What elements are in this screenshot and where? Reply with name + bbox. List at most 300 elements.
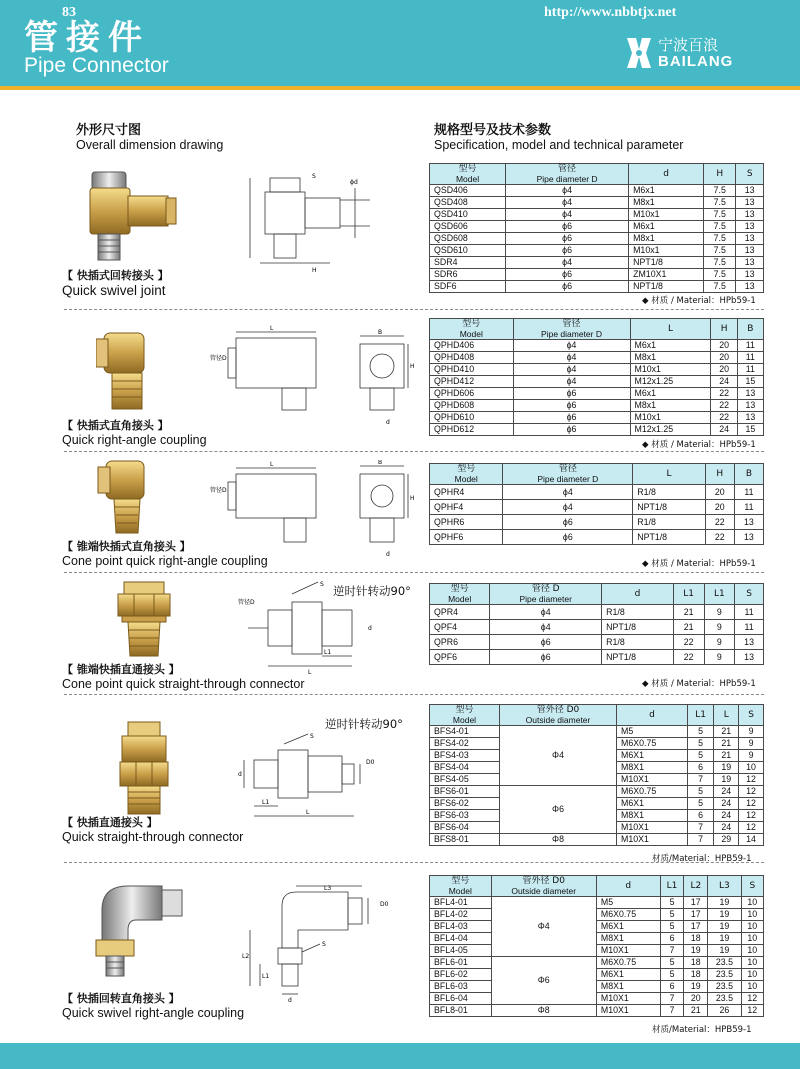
column-header-label: S (746, 169, 753, 179)
table-cell: ϕ6 (506, 233, 629, 245)
column-header (503, 464, 633, 485)
section-6-caption-cn: 【 快插回转直角接头 】 (62, 992, 180, 1005)
section-1-caption (62, 267, 169, 298)
table-cell: 5 (660, 897, 684, 909)
column-header-label: L1 (713, 589, 725, 599)
table-cell: 9 (739, 750, 764, 762)
table-row (430, 921, 764, 933)
table-cell: BFS4-03 (430, 750, 500, 762)
section-4-rotation-note: 逆时针转动90° (333, 584, 411, 598)
table-cell: 11 (734, 500, 763, 515)
table-cell: 10 (741, 981, 763, 993)
section-3-caption-cn: 【 锥端快插式直角接头 】 (62, 540, 191, 553)
column-header-label: L (723, 710, 729, 720)
right-heading-cn: 规格型号及技术参数 (434, 123, 552, 138)
column-header-label: S (748, 710, 754, 720)
table-cell: 20 (711, 364, 737, 376)
table-cell: 5 (660, 921, 684, 933)
table-cell: ϕ4 (513, 376, 630, 388)
column-header (737, 319, 763, 340)
column-header (430, 464, 503, 485)
table-cell: BFS4-02 (430, 738, 500, 750)
table-cell: M8X1 (596, 933, 660, 945)
section-2-caption-cn: 【 快插式直角接头 】 (62, 419, 169, 432)
table-cell: M10X1 (617, 774, 688, 786)
table-row (430, 786, 764, 798)
column-header-label: H (716, 469, 724, 479)
column-header-sublabel: Outside diameter (511, 886, 577, 896)
table-cell: BFL6-02 (430, 969, 492, 981)
table-row (430, 993, 764, 1005)
column-header-sublabel: Model (455, 174, 480, 184)
section-5-dimension-drawing (236, 730, 396, 820)
table-cell: QPF4 (430, 620, 490, 635)
table-cell: M6X0.75 (596, 957, 660, 969)
table-cell: ϕ6 (506, 221, 629, 233)
table-row (430, 981, 764, 993)
table-row (430, 1005, 764, 1017)
table-cell: 13 (736, 221, 764, 233)
table-cell: 7.5 (704, 281, 736, 293)
column-header (430, 164, 506, 185)
quick-swivel-joint-photo (84, 170, 184, 266)
drawing-label-h: H (410, 495, 415, 502)
table-cell: 9 (704, 635, 735, 650)
column-header-label: 管径 (558, 164, 577, 174)
table-cell: 15 (737, 424, 763, 436)
table-row (430, 834, 764, 846)
column-header-label: 管外径 D0 (522, 876, 565, 886)
table-cell: 20 (684, 993, 708, 1005)
table-cell: BFL4-02 (430, 909, 492, 921)
table-cell: 7 (660, 945, 684, 957)
column-header (687, 705, 713, 726)
drawing-label-l1: L1 (262, 799, 270, 806)
column-header-label: d (649, 710, 655, 720)
table-cell: 10 (741, 933, 763, 945)
column-header-label: 管径 (562, 319, 581, 329)
column-header-label: L (666, 469, 672, 479)
table-cell: 13 (737, 388, 763, 400)
section-5-caption-en: Quick straight-through connector (62, 830, 244, 844)
drawing-label-l: L (270, 325, 274, 332)
quick-straight-through-connector-photo (116, 720, 172, 816)
table-cell: BFS4-04 (430, 762, 500, 774)
drawing-label-d: d (288, 997, 292, 1003)
table-cell: 7 (687, 834, 713, 846)
brand-name-cn: 宁波百浪 (658, 36, 719, 54)
table-cell: 24 (714, 822, 739, 834)
table-cell: BFS6-04 (430, 822, 500, 834)
table-cell: QPHF4 (430, 500, 503, 515)
table-cell: BFS6-02 (430, 798, 500, 810)
table-cell: 24 (711, 424, 737, 436)
column-header (684, 876, 708, 897)
table-cell: 7 (660, 1005, 684, 1017)
table-cell: 19 (714, 774, 739, 786)
table-cell: QPHD412 (430, 376, 514, 388)
column-header (660, 876, 684, 897)
table-cell: M6x1 (630, 388, 711, 400)
section-3-material: ◆ 材质 / Material：HPb59-1 (642, 559, 756, 569)
table-cell: 12 (741, 993, 763, 1005)
table-row (430, 388, 764, 400)
bailang-logo-icon (624, 34, 654, 72)
section-2-caption (62, 417, 207, 447)
column-header-label: 管径 D (531, 584, 560, 594)
quick-right-angle-coupling-photo (96, 325, 176, 415)
column-header-sublabel: Model (454, 474, 478, 484)
table-cell: 12 (741, 1005, 763, 1017)
column-header (506, 164, 629, 185)
column-header-sublabel: Pipe diameter D (541, 329, 602, 339)
spec-table-cone-right-angle-coupling (429, 463, 764, 545)
table-cell: M12x1.25 (630, 424, 711, 436)
table-row (430, 605, 764, 620)
table-cell: 13 (736, 245, 764, 257)
section-3-caption-en: Cone point quick right-angle coupling (62, 554, 268, 568)
table-cell: M10x1 (629, 245, 704, 257)
table-row (430, 185, 764, 197)
cone-straight-through-connector-photo (114, 580, 174, 660)
section-4-dimension-drawing (228, 580, 408, 675)
table-cell: NPT1/8 (633, 530, 705, 545)
table-cell: 24 (714, 798, 739, 810)
quick-swivel-right-angle-coupling-photo (92, 880, 188, 980)
table-cell: 22 (673, 635, 704, 650)
drawing-label-s: S (310, 733, 314, 740)
table-row (430, 376, 764, 388)
table-cell: 9 (704, 605, 735, 620)
table-cell: 23.5 (708, 969, 741, 981)
column-header (705, 464, 734, 485)
column-header-label: L1 (695, 710, 706, 720)
table-cell: M10x1 (630, 412, 711, 424)
table-cell: ϕ4 (506, 185, 629, 197)
column-header (714, 705, 739, 726)
table-cell: 13 (736, 185, 764, 197)
table-cell: QPHR4 (430, 485, 503, 500)
table-cell: 17 (684, 921, 708, 933)
table-cell: M6X1 (596, 969, 660, 981)
table-cell: 6 (687, 810, 713, 822)
table-cell: QSD406 (430, 185, 506, 197)
table-row (430, 400, 764, 412)
column-header-label: L1 (683, 589, 695, 599)
table-cell: 6 (660, 933, 684, 945)
section-6-caption (62, 990, 244, 1020)
section-4-material: ◆ 材质 / Material：HPb59-1 (642, 679, 756, 689)
column-header-label: L (667, 324, 673, 334)
column-header (430, 584, 490, 605)
table-cell: 21 (684, 1005, 708, 1017)
table-cell: NPT1/8 (602, 620, 674, 635)
header-accent-strip (0, 86, 800, 90)
table-cell: M6X0.75 (617, 738, 688, 750)
table-cell: 11 (737, 364, 763, 376)
table-row (430, 424, 764, 436)
column-header (430, 705, 500, 726)
table-cell: 20 (711, 352, 737, 364)
drawing-label-l1: L1 (262, 973, 270, 980)
table-cell: 10 (741, 957, 763, 969)
table-cell: 9 (704, 620, 735, 635)
table-cell: 26 (708, 1005, 741, 1017)
table-cell: M10X1 (596, 945, 660, 957)
table-cell: NPT1/8 (629, 281, 704, 293)
table-cell: 5 (687, 798, 713, 810)
table-cell: 13 (737, 400, 763, 412)
table-cell: 18 (684, 933, 708, 945)
outside-diameter-cell: Φ4 (491, 897, 596, 957)
table-cell: 9 (739, 726, 764, 738)
drawing-label-s: S (312, 173, 316, 180)
table-cell: 13 (734, 530, 763, 545)
table-cell: 20 (705, 485, 734, 500)
table-cell: QPHD610 (430, 412, 514, 424)
drawing-label-b: B (378, 460, 383, 466)
spec-table-quick-straight-connector (429, 704, 764, 846)
column-header (491, 876, 596, 897)
table-cell: M8X1 (596, 981, 660, 993)
table-cell: SDR4 (430, 257, 506, 269)
table-cell: 11 (735, 620, 764, 635)
table-header-row (430, 319, 764, 340)
table-cell: 7.5 (704, 185, 736, 197)
table-cell: M8x1 (630, 352, 711, 364)
table-cell: BFL6-03 (430, 981, 492, 993)
section-5-caption-cn: 【 快插直通接头 】 (62, 816, 158, 829)
table-cell: M10X1 (617, 822, 688, 834)
table-cell: ϕ4 (503, 485, 633, 500)
table-cell: M12x1.25 (630, 376, 711, 388)
table-cell: 11 (737, 352, 763, 364)
table-cell: BFS4-01 (430, 726, 500, 738)
column-header-label: 型号 (458, 164, 477, 174)
column-header-sublabel: Model (448, 886, 472, 896)
table-header-row (430, 464, 764, 485)
section-1-dimension-drawing (230, 168, 390, 283)
section-separator (64, 451, 764, 452)
page-title-en: Pipe Connector (24, 54, 169, 77)
table-row (430, 933, 764, 945)
column-header (708, 876, 741, 897)
right-heading-en: Specification, model and technical parameter (434, 138, 684, 152)
column-header (735, 584, 764, 605)
column-header (734, 464, 763, 485)
table-cell: 17 (684, 909, 708, 921)
column-header-label: 型号 (451, 876, 470, 886)
table-cell: M6x1 (629, 221, 704, 233)
column-header-label: d (663, 169, 669, 179)
drawing-label-h: H (312, 267, 317, 274)
drawing-label-pipe-d: 管径D (210, 487, 227, 494)
section-separator (64, 309, 764, 310)
drawing-label-b: B (378, 329, 383, 336)
table-header-row (430, 584, 764, 605)
table-cell: ϕ6 (490, 650, 602, 665)
column-header (490, 584, 602, 605)
section-6-material: 材质/Material：HPB59-1 (652, 1025, 752, 1035)
table-cell: 14 (739, 834, 764, 846)
table-cell: ϕ6 (506, 269, 629, 281)
drawing-label-l2: L2 (242, 953, 250, 960)
table-cell: 9 (739, 738, 764, 750)
table-cell: 22 (711, 388, 737, 400)
table-cell: QPHD408 (430, 352, 514, 364)
table-cell: QPHD406 (430, 340, 514, 352)
table-cell: 21 (714, 726, 739, 738)
table-cell: 22 (705, 515, 734, 530)
table-cell: M5 (617, 726, 688, 738)
brand-logo (624, 34, 744, 74)
table-cell: QPR6 (430, 635, 490, 650)
outside-diameter-cell: Φ6 (500, 786, 617, 834)
table-cell: BFS4-05 (430, 774, 500, 786)
column-header-sublabel: Model (452, 715, 477, 725)
table-cell: ZM10X1 (629, 269, 704, 281)
table-cell: M6x1 (630, 340, 711, 352)
page-number: 83 (62, 5, 76, 20)
table-cell: R1/8 (602, 635, 674, 650)
table-cell: 10 (741, 921, 763, 933)
table-cell: 7.5 (704, 269, 736, 281)
table-cell: 10 (741, 969, 763, 981)
table-cell: 22 (673, 650, 704, 665)
table-cell: ϕ4 (506, 209, 629, 221)
table-row (430, 281, 764, 293)
column-header-sublabel: Pipe diameter (519, 594, 572, 604)
table-cell: QPHD608 (430, 400, 514, 412)
table-cell: QPHD410 (430, 364, 514, 376)
table-cell: 24 (714, 786, 739, 798)
table-cell: ϕ6 (490, 635, 602, 650)
table-cell: 19 (684, 981, 708, 993)
table-cell: 11 (737, 340, 763, 352)
table-cell: QSD608 (430, 233, 506, 245)
table-cell: 13 (735, 635, 764, 650)
table-cell: 7 (687, 774, 713, 786)
table-cell: ϕ4 (490, 605, 602, 620)
table-row (430, 412, 764, 424)
table-cell: 22 (711, 412, 737, 424)
section-2-caption-en: Quick right-angle coupling (62, 433, 207, 447)
drawing-label-phi-d: ϕd (350, 179, 358, 186)
table-cell: 5 (687, 738, 713, 750)
column-header-sublabel: Model (448, 594, 472, 604)
column-header-label: L1 (666, 881, 678, 891)
table-cell: 10 (741, 897, 763, 909)
left-heading-en: Overall dimension drawing (76, 138, 224, 152)
table-cell: 6 (687, 762, 713, 774)
table-cell: ϕ4 (513, 352, 630, 364)
section-1-caption-cn: 【 快插式回转接头 】 (62, 269, 169, 282)
table-cell: 21 (673, 605, 704, 620)
table-cell: 20 (711, 340, 737, 352)
table-cell: ϕ6 (513, 388, 630, 400)
table-cell: 5 (660, 969, 684, 981)
column-header (513, 319, 630, 340)
column-header-label: 型号 (462, 319, 481, 329)
drawing-label-s: S (322, 941, 326, 948)
column-header-label: L2 (690, 881, 702, 891)
table-cell: SDF6 (430, 281, 506, 293)
column-header-label: 管径 (558, 464, 577, 474)
spec-table-cone-straight-connector (429, 583, 764, 665)
table-cell: 24 (711, 376, 737, 388)
table-row (430, 269, 764, 281)
drawing-label-d0: D0 (380, 901, 389, 908)
table-cell: 12 (739, 810, 764, 822)
column-header-label: 型号 (455, 705, 474, 715)
page-title-cn: 管接件 (24, 18, 150, 58)
table-cell: 13 (736, 257, 764, 269)
table-cell: BFL4-05 (430, 945, 492, 957)
spec-table-quick-swivel-right-angle (429, 875, 764, 1017)
table-cell: 10 (741, 945, 763, 957)
table-cell: 13 (736, 281, 764, 293)
right-heading (434, 119, 683, 152)
table-cell: 18 (684, 969, 708, 981)
table-row (430, 897, 764, 909)
footer-website-link[interactable]: http://www.nbbtjx.net (544, 5, 677, 20)
table-cell: 7.5 (704, 197, 736, 209)
table-cell: 19 (708, 909, 741, 921)
table-cell: 13 (737, 412, 763, 424)
table-cell: 22 (705, 530, 734, 545)
table-cell: 13 (736, 269, 764, 281)
table-cell: QSD408 (430, 197, 506, 209)
table-row (430, 515, 764, 530)
column-header-label: 型号 (457, 464, 476, 474)
table-cell: ϕ6 (506, 281, 629, 293)
table-cell: 17 (684, 897, 708, 909)
left-heading-cn: 外形尺寸图 (76, 123, 142, 138)
table-cell: M6X1 (617, 750, 688, 762)
column-header (596, 876, 660, 897)
column-header (704, 584, 735, 605)
table-row (430, 957, 764, 969)
table-cell: 24 (714, 810, 739, 822)
table-row (430, 197, 764, 209)
table-row (430, 635, 764, 650)
table-row (430, 945, 764, 957)
table-cell: 10 (741, 909, 763, 921)
table-cell: ϕ6 (513, 412, 630, 424)
table-cell: 21 (673, 620, 704, 635)
column-header (736, 164, 764, 185)
table-cell: ϕ6 (503, 530, 633, 545)
table-cell: QPHR6 (430, 515, 503, 530)
table-cell: QPR4 (430, 605, 490, 620)
table-cell: ϕ4 (490, 620, 602, 635)
table-cell: 11 (734, 485, 763, 500)
table-cell: 6 (660, 981, 684, 993)
table-cell: M6X0.75 (596, 909, 660, 921)
table-cell: 23.5 (708, 993, 741, 1005)
table-cell: BFS8-01 (430, 834, 500, 846)
column-header (617, 705, 688, 726)
column-header-label: d (625, 881, 632, 891)
outside-diameter-cell: Φ4 (500, 726, 617, 786)
table-cell: 7 (660, 993, 684, 1005)
table-cell: ϕ4 (503, 500, 633, 515)
table-cell: M10X1 (617, 834, 688, 846)
table-cell: M8x1 (629, 233, 704, 245)
column-header (630, 319, 711, 340)
table-cell: 11 (735, 605, 764, 620)
table-cell: BFL4-03 (430, 921, 492, 933)
